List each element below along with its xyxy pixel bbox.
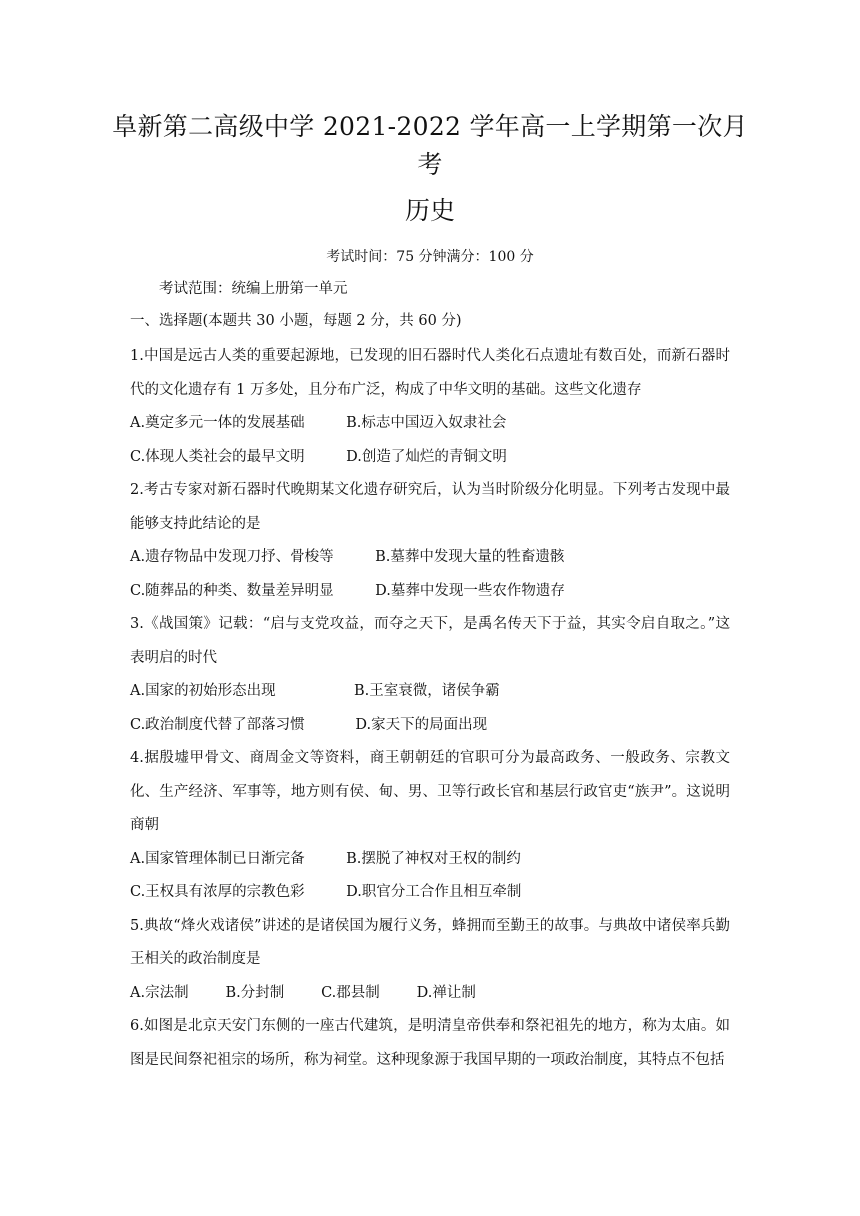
question-2-stem: 2.考古专家对新石器时代晚期某文化遗存研究后，认为当时阶级分化明显。下列考古发现中最能够支持此结论的是	[130, 482, 730, 532]
question-4-option-c: C.王权具有浓厚的宗教色彩	[130, 884, 305, 900]
question-3-option-b: B.王室衰微，诸侯争霸	[353, 683, 500, 699]
question-1-options-row-2	[130, 441, 730, 475]
subject-title: 历史	[404, 196, 455, 225]
exam-title: 阜新第二高级中学 2021-2022 学年高一上学期第一次月考	[112, 112, 748, 179]
question-4-option-d: D.职官分工合作且相互牵制	[346, 884, 522, 900]
question-3-stem: 3.《战国策》记载：“启与支党攻益，而夺之天下，是禹名传天下于益，其实令启自取之。”这表明启的时代	[130, 616, 730, 666]
question-4-option-a: A.国家管理体制已日渐完备	[130, 850, 305, 867]
question-3-option-c: C.政治制度代替了部落习惯	[130, 716, 305, 733]
question-2-option-c: C.随葬品的种类、数量差异明显	[130, 582, 334, 599]
question-3-options-row-2	[130, 709, 730, 743]
question-5-option-c: C.郡县制	[321, 984, 380, 1001]
question-2-options-row-2	[130, 575, 730, 609]
question-4-stem: 4.据殷墟甲骨文、商周金文等资料，商王朝朝廷的官职可分为最高政务、一般政务、宗教文化、生产经济、军事等，地方则有侯、甸、男、卫等行政长官和基层行政官吏“族尹”。这说明商朝	[130, 750, 730, 833]
question-3-option-a: A.国家的初始形态出现	[130, 683, 276, 699]
question-1-stem: 1.中国是远古人类的重要起源地，已发现的旧石器时代人类化石点遗址有数百处，而新石器时代的文化遗存有 1 万多处，且分布广泛，构成了中华文明的基础。这些文化遗存	[130, 348, 730, 398]
question-5-stem: 5.典故“烽火戏诸侯”讲述的是诸侯国为履行义务，蜂拥而至勤王的故事。与典故中诸侯率兵勤王相关的政治制度是	[130, 917, 730, 967]
question-3-options-row-1	[130, 675, 730, 709]
question-2-option-d: D.墓葬中发现一些农作物遗存	[375, 582, 565, 599]
question-1-option-a: A.奠定多元一体的发展基础	[130, 415, 305, 431]
question-3-option-d: D.家天下的局面出现	[355, 716, 488, 733]
exam-time-info: 考试时间：75 分钟满分：100 分	[326, 249, 534, 265]
question-6-stem: 6.如图是北京天安门东侧的一座古代建筑，是明清皇帝供奉和祭祀祖先的地方，称为太庙。如图是民间祭祀祖宗的场所，称为祠堂。这种现象源于我国早期的一项政治制度，其特点不包括	[130, 1018, 730, 1068]
exam-scope: 考试范围：统编上册第一单元	[159, 281, 348, 297]
question-1-option-d: D.创造了灿烂的青铜文明	[346, 448, 507, 465]
question-5-option-d: D.禅让制	[416, 984, 476, 1001]
question-4-option-b: B.摆脱了神权对王权的制约	[346, 850, 521, 867]
question-4-options-row-2	[130, 876, 730, 910]
question-2-option-a: A.遗存物品中发现刀抒、骨梭等	[130, 549, 334, 565]
question-5-option-b: B.分封制	[225, 984, 285, 1001]
question-1-options-row-1	[130, 407, 730, 441]
question-5-options-row	[130, 977, 730, 1011]
question-2-options-row-1	[130, 541, 730, 575]
question-5-option-a: A.宗法制	[130, 984, 189, 1001]
question-4-options-row-1	[130, 843, 730, 877]
question-1-option-c: C.体现人类社会的最早文明	[130, 448, 305, 465]
question-1-option-b: B.标志中国迈入奴隶社会	[346, 415, 507, 431]
question-2-option-b: B.墓葬中发现大量的牲畜遗骸	[375, 549, 565, 565]
section-heading: 一、选择题(本题共 30 小题，每题 2 分，共 60 分)	[130, 313, 462, 329]
